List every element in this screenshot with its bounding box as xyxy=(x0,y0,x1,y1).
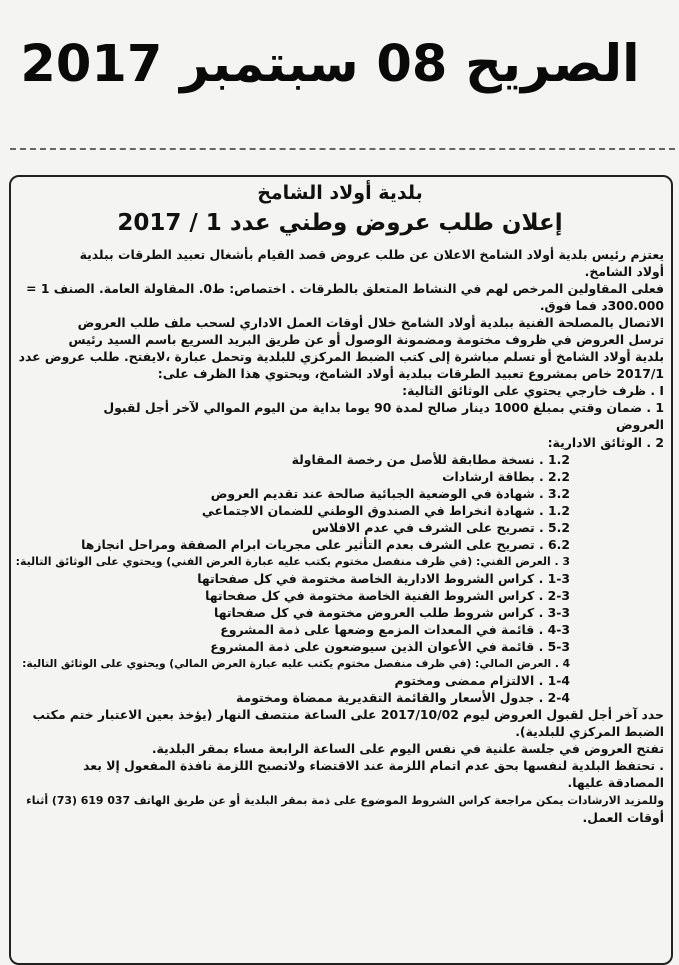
admin-doc-item: 2.2 . بطاقة ارشادات xyxy=(442,468,570,484)
submission-line-2: بلدية أولاد الشامخ أو تسلم مباشرة إلى كتب الضبط المركزي للبلدية وتحمل عبارة ،لايفتح. طلب عروض عدد xyxy=(18,349,664,365)
admin-doc-item: 1.2 . شهادة انخراط في الصندوق الوطني للضمان الاجتماعي xyxy=(201,502,570,518)
financial-offer-heading: 4 . العرض المالي: (في ظرف منفصل مختوم يكتب عليه عبارة العرض المالي) ويحتوي على الوثائق التالية: xyxy=(22,657,570,671)
technical-doc-item: 2-3 . كراس الشروط الفنية الخاصة مختومة في كل صفحاتها xyxy=(205,587,570,603)
announcement-body xyxy=(14,180,666,958)
admin-doc-item: 3.2 . شهادة في الوضعية الجبائية صالحة عند تقديم العروض xyxy=(210,485,570,501)
reservation-line: . تحتفظ البلدية لنفسها بحق عدم اتمام اللزمة عند الاقتضاء ولاتصبح اللزمة نافذة المفعول إلا بعد xyxy=(83,758,664,774)
deadline-line: حدد آخر أجل لقبول العروض ليوم 2017/10/02 على الساعة منتصف النهار (يؤخذ بعين الاعتبار ختم مكتب xyxy=(32,707,664,723)
technical-doc-item: 4-3 . قائمة في المعدات المزمع وضعها على ذمة المشروع xyxy=(220,622,570,638)
info-line: وللمزيد الارشادات يمكن مراجعة كراس الشروط الموضوع على ذمة بمقر البلدية أو عن طريق الهاتف 037 619 (73) أثناء xyxy=(26,793,664,807)
technical-offer-heading: 3 . العرض الفني: (في ظرف منفصل مختوم يكتب عليه عبارة العرض الفني) ويحتوي على الوثائق التالية: xyxy=(15,554,570,568)
admin-doc-item: 6.2 . تصريح على الشرف بعدم التأثير على مجريات ابرام الصفقة ومراحل انجازها xyxy=(81,536,570,552)
technical-doc-item: 1-3 . كراس الشروط الادارية الخاصة مختومة في كل صفحاتها xyxy=(197,570,570,586)
intro-line-cont: أولاد الشامخ. xyxy=(584,264,664,280)
submission-line-3: 2017/1 خاص بمشروع تعبيد الطرقات ببلدية أولاد الشامخ، ويحتوي هذا الظرف على: xyxy=(157,366,664,382)
admin-doc-item: 5.2 . تصريح على الشرف في عدم الافلاس xyxy=(311,519,570,535)
technical-doc-item: 3-3 . كراس شروط طلب العروض مختومة في كل صفحاتها xyxy=(214,604,570,620)
info-line-cont: أوقات العمل. xyxy=(582,809,664,825)
tender-title: إعلان طلب عروض وطني عدد 1 / 2017 xyxy=(117,210,563,236)
reservation-line-cont: المصادقة عليها. xyxy=(567,775,664,791)
technical-doc-item: 5-3 . قائمة في الأعوان الذين سيوضعون على ذمة المشروع xyxy=(210,639,570,655)
contact-line: الاتصال بالمصلحة الفنية ببلدية أولاد الشامخ خلال أوقات العمل الاداري لسحب ملف طلب العروض xyxy=(77,315,664,331)
eligibility-line-cont: 300.000د فما فوق. xyxy=(539,298,664,314)
outer-envelope-heading: I . ظرف خارجي يحتوي على الوثائق التالية: xyxy=(402,383,664,399)
admin-doc-item: 1.2 . نسخة مطابقة للأصل من رخصة المقاولة xyxy=(291,451,570,467)
submission-line: ترسل العروض في ظروف مختومة ومضمونة الوصول أو عن طريق البريد السريع باسم السيد رئيس xyxy=(68,332,664,348)
newspaper-masthead: الصريح 08 سبتمبر 2017 xyxy=(20,35,640,94)
guarantee-line-cont: العروض xyxy=(616,417,664,433)
opening-line: تفتح العروض في جلسة علنية في نفس اليوم على الساعة الرابعة مساء بمقر البلدية. xyxy=(151,741,664,757)
financial-doc-item: 1-4 . الالتزام ممضى ومختوم xyxy=(394,673,570,689)
admin-docs-heading: 2 . الوثائق الادارية: xyxy=(547,434,664,450)
intro-line: يعتزم رئيس بلدية أولاد الشامخ الاعلان عن طلب عروض قصد القيام بأشغال تعبيد الطرقات ببلدية xyxy=(79,247,664,262)
eligibility-line: فعلى المقاولين المرخص لهم في النشاط المتعلق بالطرقات . اختصاص: ط0. المقاولة العامة. الصنف 1 = xyxy=(26,281,664,297)
dashed-divider xyxy=(10,148,675,150)
financial-doc-item: 2-4 . جدول الأسعار والقائمة التقديرية ممضاة ومختومة xyxy=(236,690,570,706)
guarantee-line: 1 . ضمان وقتي بمبلغ 1000 دينار صالح لمدة 90 يوما بداية من اليوم الموالي لآخر أجل لقبول xyxy=(103,400,664,416)
deadline-line-cont: الضبط المركزي للبلدية). xyxy=(515,724,664,740)
municipality-title: بلدية أولاد الشامخ xyxy=(257,182,423,204)
